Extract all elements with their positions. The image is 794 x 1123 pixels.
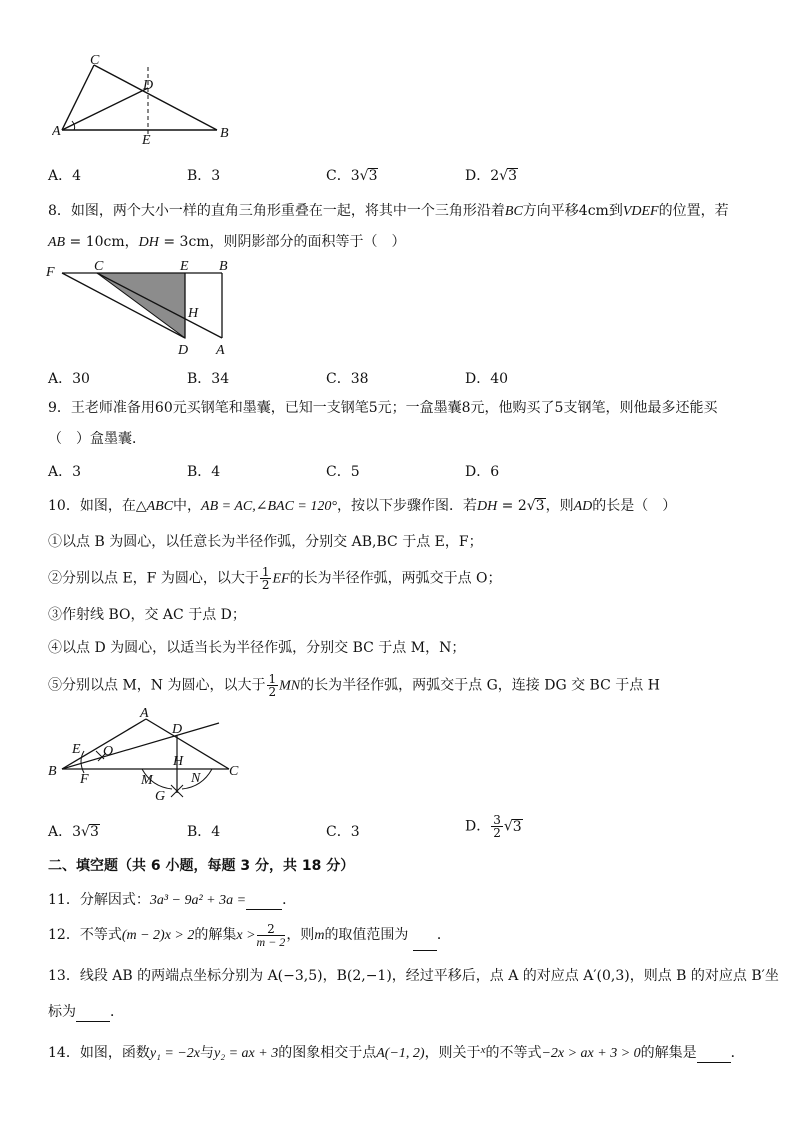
label-d: D	[143, 78, 154, 93]
figure-triangle-acb	[52, 55, 242, 150]
label-c: C	[90, 55, 100, 68]
label-f: F	[46, 265, 55, 280]
q10-step4: ④以点 D 为圆心，以适当长为半径作弧，分别交 BC 于点 M，N；	[48, 640, 466, 656]
figure-angle-bisector-construction	[44, 703, 254, 803]
label-d: D	[178, 343, 189, 358]
label-o: O	[103, 744, 114, 759]
label-b: B	[220, 126, 229, 141]
q14-stem: 14．如图，函数y₁ = −2x与y₂ = ax + 3的图象相交于点A(−1, 2)，则关于$^x$的不等式−2x > ax + 3 > 0的解集是 ．	[48, 1044, 745, 1061]
q8-option-b[interactable]: B．34	[187, 371, 230, 387]
section-title-fill-blank: 二、填空题（共 6 小题，每题 3 分，共 18 分）	[48, 858, 355, 874]
q8-stem-line2: AB = 10cm，DH = 3cm，则阴影部分的面积等于（ ）	[48, 234, 406, 250]
label-e: E	[72, 742, 81, 757]
label-c: C	[229, 764, 239, 779]
segment-ac	[146, 719, 229, 769]
q7-option-b[interactable]: B．3	[187, 168, 221, 184]
q7-option-a[interactable]: A．4	[48, 168, 82, 184]
label-e: E	[180, 259, 189, 274]
segment-ad	[62, 88, 148, 130]
q12-answer-blank[interactable]	[413, 920, 437, 951]
q10-step5: ⑤分别以点 M，N 为圆心，以大于 $\frac{1}{2}$ MN的长为半径作弧，两弧交于点 G，连接 DG 交 BC 于点 H	[48, 672, 660, 699]
q10-option-b[interactable]: B．4	[187, 824, 221, 840]
segment-cb	[94, 65, 217, 130]
q10-step2: ②分别以点 E，F 为圆心，以大于 $\frac{1}{2}$ EF的长为半径作弧，两弧交于点 O；	[48, 565, 502, 592]
q10-option-a[interactable]: A．3√3	[48, 824, 99, 840]
q11-answer-blank[interactable]	[246, 891, 282, 910]
label-b: B	[219, 259, 228, 274]
label-a: A	[52, 124, 61, 139]
q9-stem-line1: 9．王老师准备用60元买钢笔和墨囊，已知一支钢笔5元；一盒墨囊8元，他购买了5支钢笔，则他最多还能买	[48, 400, 718, 416]
label-b: B	[48, 764, 57, 779]
shaded-region	[97, 273, 185, 338]
label-d: D	[172, 722, 183, 737]
segment-ca	[62, 65, 94, 130]
label-e: E	[142, 133, 151, 148]
q13-answer-blank[interactable]	[76, 1003, 110, 1022]
label-m: M	[141, 773, 153, 788]
label-h: H	[173, 754, 184, 769]
q13-stem-line2: 标为 ．	[48, 1004, 124, 1020]
q11-stem: 11．分解因式：3a³ − 9a² + 3a = ．	[48, 892, 297, 908]
label-f: F	[80, 772, 89, 787]
label-n: N	[191, 771, 201, 786]
q9-option-b[interactable]: B．4	[187, 464, 221, 480]
q9-option-d[interactable]: D．6	[465, 464, 500, 480]
q8-option-a[interactable]: A．30	[48, 371, 90, 387]
q9-option-a[interactable]: A．3	[48, 464, 82, 480]
q9-stem-line2: （ ）盒墨囊．	[48, 431, 146, 447]
q10-stem: 10．如图，在△ABC中，AB = AC,∠BAC = 120°，按以下步骤作图．若DH = 2√3，则AD的长是（ ）	[48, 498, 677, 514]
q8-stem-line1: 8．如图，两个大小一样的直角三角形重叠在一起，将其中一个三角形沿着BC方向平移4cm到VDEF的位置，若	[48, 203, 729, 219]
q7-option-d[interactable]: D．2√3	[465, 168, 517, 184]
q10-step1: ①以点 B 为圆心，以任意长为半径作弧，分别交 AB,BC 于点 E，F；	[48, 534, 483, 550]
q13-stem-line1: 13．线段 AB 的两端点坐标分别为 A(−3,5)，B(2,−1)，经过平移后，点 A 的对应点 A′(0,3)，则点 B 的对应点 B′坐	[48, 968, 779, 984]
label-h: H	[188, 306, 199, 321]
q14-answer-blank[interactable]	[697, 1044, 731, 1063]
label-a: A	[140, 706, 149, 721]
q10-step3: ③作射线 BO，交 AC 于点 D；	[48, 607, 246, 623]
label-c: C	[94, 259, 104, 274]
q9-option-c[interactable]: C．5	[326, 464, 360, 480]
q10-option-d[interactable]: D． $\frac{3}{2}$ √3	[465, 813, 522, 840]
q8-option-c[interactable]: C．38	[326, 371, 369, 387]
figure-translated-triangles	[44, 256, 244, 360]
label-a: A	[216, 343, 225, 358]
q8-option-d[interactable]: D．40	[465, 371, 509, 387]
arc-ef	[81, 751, 84, 773]
q7-option-c[interactable]: C．3√3	[326, 168, 378, 184]
ray-bo	[62, 723, 219, 769]
q10-option-c[interactable]: C．3	[326, 824, 360, 840]
label-g: G	[155, 789, 166, 803]
q12-stem: 12．不等式(m − 2)x > 2的解集x > $\frac{2}{m - 2}$ ，则m的取值范围为 ．	[48, 920, 451, 951]
